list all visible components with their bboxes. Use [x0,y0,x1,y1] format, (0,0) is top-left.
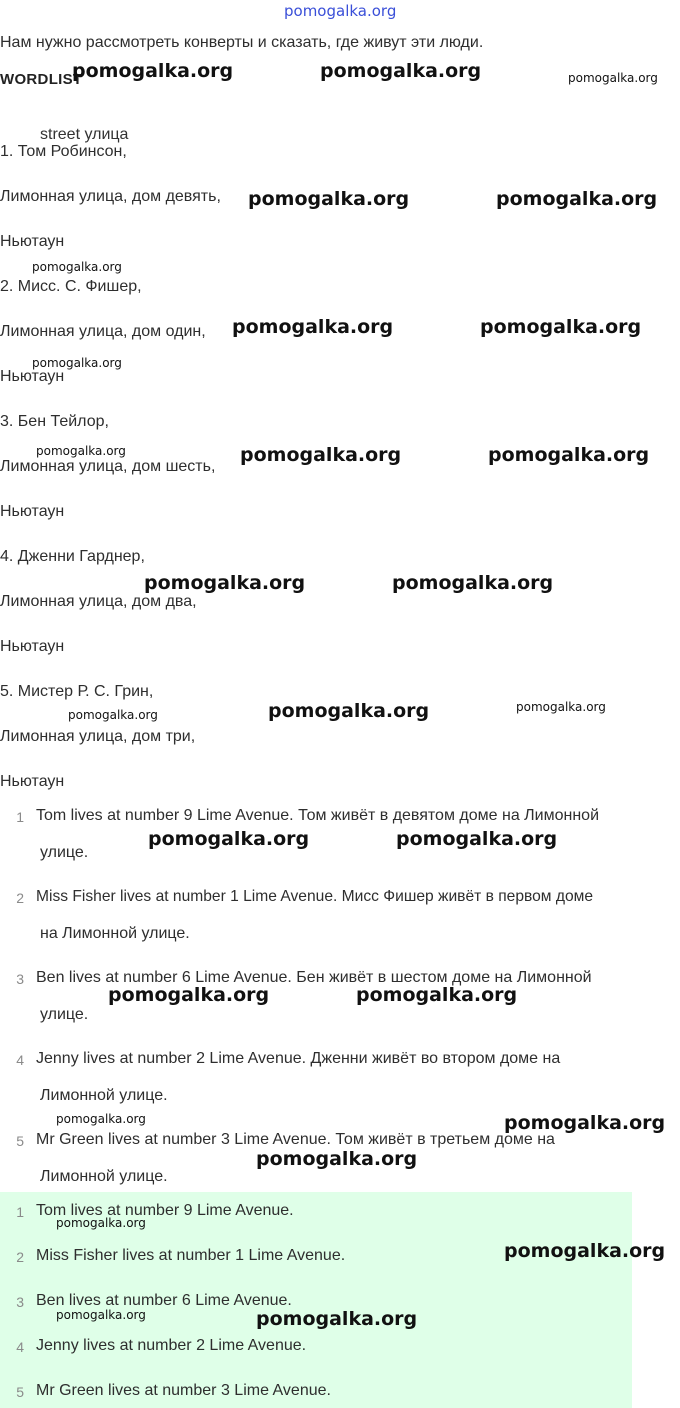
envelope-1-address: Лимонная улица, дом девять, [0,188,221,205]
watermark: pomogalka.org [56,1216,146,1230]
answer-1-text: Tom lives at number 9 Lime Avenue. [36,1202,294,1219]
watermark: pomogalka.org [320,60,482,82]
watermark: pomogalka.org [56,1308,146,1322]
translation-4-line1: Jenny lives at number 2 Lime Avenue. Дженни живёт во втором доме на [36,1050,561,1067]
envelope-3-address: Лимонная улица, дом шесть, [0,458,216,475]
watermark: pomogalka.org [32,260,122,274]
wordlist-partial-row: street улица [40,126,129,143]
watermark: pomogalka.org [240,444,402,466]
translation-5-number: 5 [16,1133,24,1149]
translation-4-number: 4 [16,1052,24,1068]
envelope-3-name: 3. Бен Тейлор, [0,413,109,430]
envelope-2-town: Ньютаун [0,368,65,385]
site-header-link[interactable]: pomogalka.org [284,2,397,20]
envelope-2-address: Лимонная улица, дом один, [0,323,206,340]
envelope-5-name: 5. Мистер Р. С. Грин, [0,683,154,700]
watermark: pomogalka.org [144,572,306,594]
envelope-2-name: 2. Мисс. С. Фишер, [0,278,142,295]
answer-3-text: Ben lives at number 6 Lime Avenue. [36,1292,292,1309]
answer-2-text: Miss Fisher lives at number 1 Lime Avenue. [36,1247,346,1264]
translation-1-line1: Tom lives at number 9 Lime Avenue. Том живёт в девятом доме на Лимонной [36,807,599,824]
translation-5-line2: Лимонной улице. [40,1168,168,1185]
translation-3-line2: улице. [40,1006,89,1023]
watermark: pomogalka.org [504,1112,666,1134]
watermark: pomogalka.org [56,1112,146,1126]
watermark: pomogalka.org [248,188,410,210]
answer-1-number: 1 [16,1204,24,1220]
translation-4-line2: Лимонной улице. [40,1087,168,1104]
intro-text: Нам нужно рассмотреть конверты и сказать, где живут эти люди. [0,34,484,51]
translation-2-line2: на Лимонной улице. [40,925,190,942]
translation-3-number: 3 [16,971,24,987]
watermark: pomogalka.org [496,188,658,210]
watermark: pomogalka.org [396,828,558,850]
translation-2-line1: Miss Fisher lives at number 1 Lime Avenue. Мисс Фишер живёт в первом доме [36,888,594,905]
watermark: pomogalka.org [32,356,122,370]
translation-1-number: 1 [16,809,24,825]
watermark: pomogalka.org [356,984,518,1006]
translation-1-line2: улице. [40,844,89,861]
watermark: pomogalka.org [268,700,430,722]
watermark: pomogalka.org [488,444,650,466]
envelope-1-name: 1. Том Робинсон, [0,143,127,160]
watermark: pomogalka.org [516,700,606,714]
answer-4-text: Jenny lives at number 2 Lime Avenue. [36,1337,307,1354]
watermark: pomogalka.org [68,708,158,722]
watermark: pomogalka.org [148,828,310,850]
envelope-3-town: Ньютаун [0,503,65,520]
watermark: pomogalka.org [72,60,234,82]
answer-5-number: 5 [16,1384,24,1400]
wordlist-title: WORDLIST [0,71,83,88]
envelope-4-town: Ньютаун [0,638,65,655]
watermark: pomogalka.org [36,444,126,458]
envelope-4-address: Лимонная улица, дом два, [0,593,197,610]
watermark: pomogalka.org [568,71,658,85]
watermark: pomogalka.org [392,572,554,594]
watermark: pomogalka.org [256,1148,418,1170]
answer-5-text: Mr Green lives at number 3 Lime Avenue. [36,1382,331,1399]
answer-4-number: 4 [16,1339,24,1355]
envelope-5-town: Ньютаун [0,773,65,790]
answer-3-number: 3 [16,1294,24,1310]
envelope-1-town: Ньютаун [0,233,65,250]
watermark: pomogalka.org [504,1240,666,1262]
translation-5-line1: Mr Green lives at number 3 Lime Avenue. Том живёт в третьем доме на [36,1131,555,1148]
watermark: pomogalka.org [256,1308,418,1330]
watermark: pomogalka.org [108,984,270,1006]
answer-2-number: 2 [16,1249,24,1265]
envelope-4-name: 4. Дженни Гарднер, [0,548,145,565]
watermark: pomogalka.org [232,316,394,338]
watermark: pomogalka.org [480,316,642,338]
translation-3-line1: Ben lives at number 6 Lime Avenue. Бен живёт в шестом доме на Лимонной [36,969,592,986]
translation-2-number: 2 [16,890,24,906]
envelope-5-address: Лимонная улица, дом три, [0,728,196,745]
